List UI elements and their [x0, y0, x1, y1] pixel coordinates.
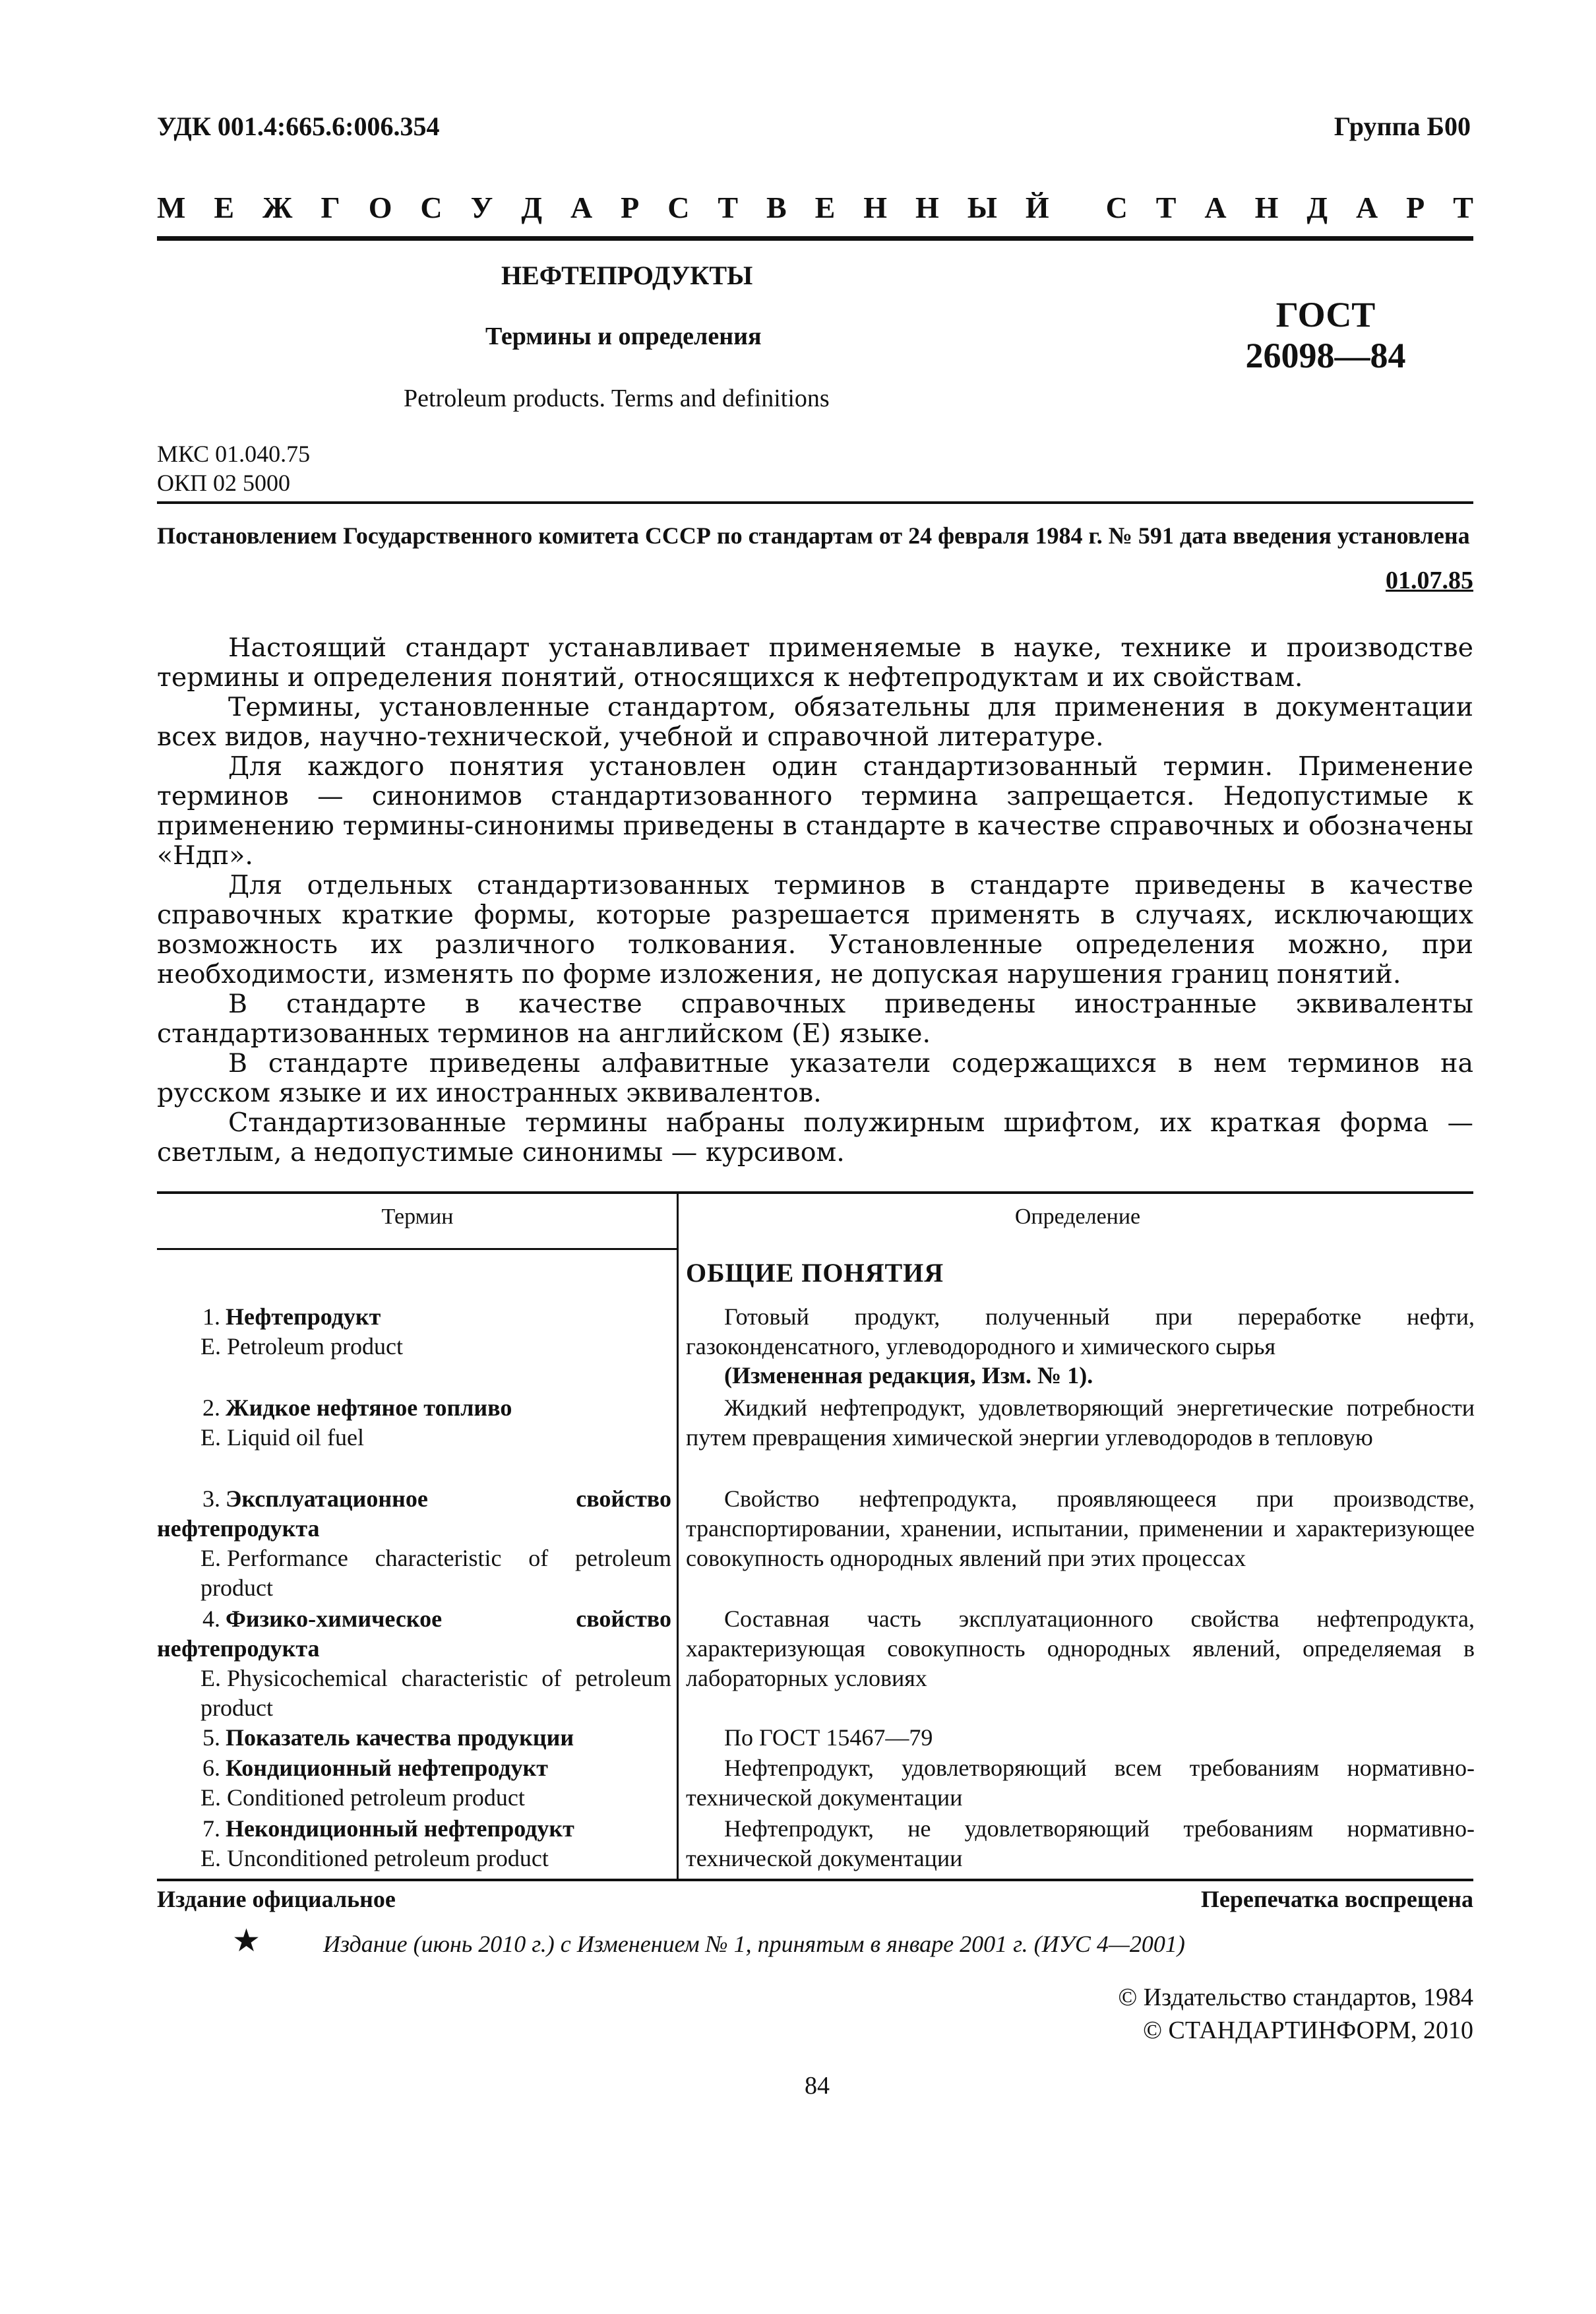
heading-letter: Т [1155, 191, 1177, 224]
term-name: Некондиционный нефтепродукт [226, 1815, 574, 1842]
term-name: Показатель качества продукции [226, 1724, 574, 1751]
term-number: 2. [202, 1394, 220, 1421]
page-number: 84 [805, 2072, 830, 2100]
term-name: Кондиционный нефтепродукт [226, 1755, 548, 1781]
heading-letter: М [157, 191, 186, 224]
table-row-definition: Свойство нефтепродукта, проявляющееся при производстве, транспортировании, хранении, испытании, применении и характеризующее совокупность однородных явлений при этих процессах [686, 1485, 1475, 1571]
table-row-term [157, 1302, 671, 1361]
heading-letter: Й [1025, 191, 1049, 224]
english-title: Petroleum products. Terms and definitions [404, 385, 830, 412]
heading-letter: Н [863, 191, 888, 224]
reprint-notice: Перепечатка воспрещена [1200, 1886, 1473, 1912]
english-equivalent: Unconditioned petroleum product [227, 1845, 549, 1871]
heading-letter: Р [1406, 191, 1425, 224]
heading-letter: А [1204, 191, 1227, 224]
english-prefix: Е. [200, 1424, 221, 1451]
heading-letter: В [766, 191, 787, 224]
term-name: Нефтепродукт [226, 1303, 381, 1330]
okp-code: ОКП 02 5000 [157, 470, 291, 496]
heading-letter: А [1355, 191, 1378, 224]
gost-number: 26098—84 [1245, 336, 1406, 375]
table-top-rule [157, 1191, 1473, 1194]
table-row-definition: Готовый продукт, полученный при переработке нефти, газоконденсатного, углеводородного и химического сырья [686, 1303, 1475, 1360]
heading-letter: Ж [262, 191, 293, 224]
table-row-definition: По ГОСТ 15467—79 [724, 1724, 933, 1751]
classification-codes [157, 439, 310, 497]
interstate-standard-heading [157, 190, 1473, 225]
heading-letter: Д [1306, 191, 1328, 224]
term-number: 3. [202, 1485, 220, 1512]
english-prefix: Е. [200, 1845, 221, 1871]
english-prefix: Е. [200, 1545, 221, 1571]
heading-letter: С [667, 191, 690, 224]
paragraph: Для отдельных стандартизованных терминов в стандарте приведены в качестве справочных краткие формы, которые разрешается применять в случаях, исключающих возможность их различного толкования. Установленные определения можно, при необходимости, изменять по форме изложения, не допуская нарушения границ понятий. [157, 870, 1473, 989]
heading-rule [157, 236, 1473, 241]
english-equivalent: Liquid oil fuel [227, 1424, 364, 1451]
heading-letter: О [368, 191, 392, 224]
table-row-definition: Нефтепродукт, не удовлетворяющий требованиям нормативно-технической документации [686, 1815, 1475, 1871]
table-bottom-rule [157, 1879, 1473, 1881]
english-equivalent: Petroleum product [227, 1333, 403, 1360]
term-english [157, 1844, 671, 1873]
english-equivalent: Physicochemical characteristic of petroleum product [200, 1665, 671, 1721]
term-english [157, 1544, 671, 1603]
group-code: Группа Б00 [1334, 111, 1471, 141]
star-icon: ★ [232, 1923, 261, 1958]
heading-letter: У [470, 191, 493, 224]
term-name: Физико-химическое свойство нефтепродукта [157, 1606, 671, 1662]
official-edition: Издание официальное [157, 1886, 396, 1912]
paragraph: В стандарте приведены алфавитные указатели содержащихся в нем терминов на русском языке и их иностранных эквивалентов. [157, 1048, 1473, 1108]
heading-letter: А [570, 191, 593, 224]
english-equivalent: Conditioned petroleum product [227, 1784, 525, 1811]
table-row-term [157, 1723, 671, 1753]
table-row-definition: Нефтепродукт, удовлетворяющий всем требованиям нормативно-технической документации [686, 1755, 1475, 1811]
heading-letter: Д [521, 191, 542, 224]
table-row-term [157, 1393, 671, 1453]
paragraph: В стандарте в качестве справочных приведены иностранные эквиваленты стандартизованных терминов на английском (Е) языке. [157, 989, 1473, 1049]
term-name: Жидкое нефтяное топливо [226, 1394, 512, 1421]
paragraph: Стандартизованные термины набраны полужирным шрифтом, их краткая форма — светлым, а недопустимые синонимы — курсивом. [157, 1108, 1473, 1168]
table-column-divider [677, 1193, 679, 1879]
title-rule [157, 501, 1473, 504]
intro-text [157, 633, 1473, 1168]
heading-letter: Н [1254, 191, 1279, 224]
table-row-definition: Жидкий нефтепродукт, удовлетворяющий энергетические потребности путем превращения химической энергии углеводородов в тепловую [686, 1394, 1475, 1451]
table-header-rule [157, 1248, 678, 1250]
english-prefix: Е. [200, 1333, 221, 1360]
heading-letter: Т [1453, 191, 1473, 224]
term-number: 1. [202, 1303, 220, 1330]
term-name: Эксплуатационное свойство нефтепродукта [157, 1485, 671, 1542]
decree-text: Постановлением Государственного комитета СССР по стандартам от 24 февраля 1984 г. № 591 дата введения установлена [157, 522, 1470, 549]
term-english [157, 1664, 671, 1723]
section-heading: ОБЩИЕ ПОНЯТИЯ [686, 1258, 944, 1288]
term-number: 7. [202, 1815, 220, 1842]
table-row-term [157, 1753, 671, 1813]
document-title: НЕФТЕПРОДУКТЫ [501, 261, 753, 290]
english-prefix: Е. [200, 1665, 221, 1691]
paragraph: Настоящий стандарт устанавливает применяемые в науке, технике и производстве термины и определения понятий, относящихся к нефтепродуктам и их свойствам. [157, 633, 1473, 693]
heading-letter: Н [915, 191, 939, 224]
heading-letter: Е [814, 191, 836, 224]
column-header-term: Термин [381, 1204, 454, 1229]
udk-code: УДК 001.4:665.6:006.354 [157, 111, 440, 141]
gost-label: ГОСТ [1275, 295, 1376, 334]
mks-code: МКС 01.040.75 [157, 441, 311, 467]
term-number: 4. [202, 1606, 220, 1632]
heading-letter: Г [321, 191, 340, 224]
term-english [157, 1783, 671, 1813]
heading-letter: С [420, 191, 443, 224]
table-row-definition: Составная часть эксплуатационного свойства нефтепродукта, характеризующая совокупность однородных явлений, определяемая в лабораторных условиях [686, 1606, 1475, 1691]
table-row-term [157, 1814, 671, 1873]
edition-note: Издание (июнь 2010 г.) с Изменением № 1, принятым в январе 2001 г. (ИУС 4—2001) [323, 1931, 1185, 1957]
term-english [157, 1332, 671, 1361]
table-row-term [157, 1484, 671, 1603]
heading-letter: Е [214, 191, 235, 224]
introduction-date: 01.07.85 [1386, 567, 1473, 594]
term-english [157, 1423, 671, 1453]
heading-letter: С [1105, 191, 1128, 224]
column-header-definition: Определение [1014, 1204, 1141, 1229]
table-row-term [157, 1604, 671, 1723]
heading-letter: Т [718, 191, 739, 224]
heading-letter: Р [621, 191, 640, 224]
term-number: 5. [202, 1724, 220, 1751]
term-number: 6. [202, 1755, 220, 1781]
document-subtitle: Термины и определения [485, 323, 762, 350]
paragraph: Термины, установленные стандартом, обязательны для применения в документации всех видов, научно-технической, учебной и справочной литературе. [157, 692, 1473, 752]
english-prefix: Е. [200, 1784, 221, 1811]
copyright-line: © Издательство стандартов, 1984 [1118, 1984, 1473, 2011]
copyright-line: © СТАНДАРТИНФОРМ, 2010 [1143, 2017, 1473, 2044]
paragraph: Для каждого понятия установлен один стандартизованный термин. Применение терминов — синонимов стандартизованного термина запрещается. Недопустимые к применению термины-синонимы приведены в стандарте в качестве справочных и обозначены «Ндп». [157, 751, 1473, 871]
modification-note: (Измененная редакция, Изм. № 1). [724, 1362, 1093, 1389]
heading-letter: Ы [967, 191, 997, 224]
english-equivalent: Performance characteristic of petroleum product [200, 1545, 671, 1601]
